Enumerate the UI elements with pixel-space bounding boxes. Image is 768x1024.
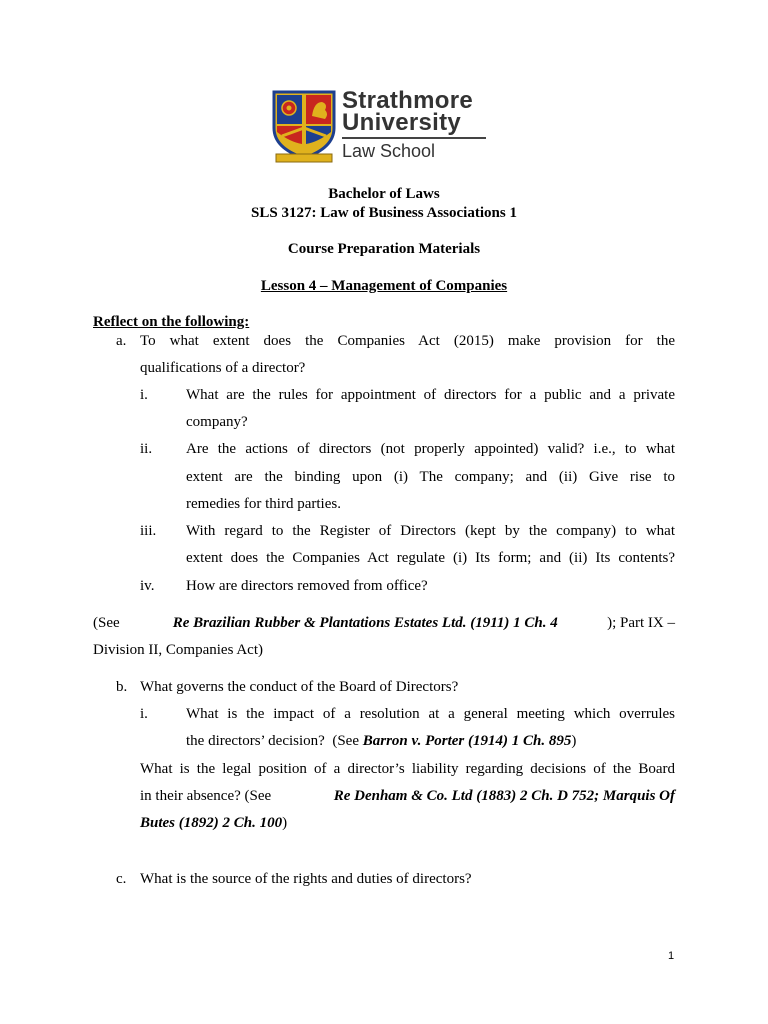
item-b-para-line3 <box>140 814 287 832</box>
item-a-iv-marker: iv. <box>140 578 155 594</box>
item-a-iii-line1: With regard to the Register of Directors (kept by the company) to what <box>186 523 675 539</box>
reference-1-line2: Division II, Companies Act) <box>93 642 263 658</box>
item-a-iii-marker: iii. <box>140 523 157 539</box>
item-a-ii-line3: remedies for third parties. <box>186 496 341 512</box>
logo-title-line1: Strathmore <box>342 87 474 114</box>
item-a-i-line2: company? <box>186 414 248 430</box>
item-a-ii-marker: ii. <box>140 441 153 457</box>
item-a-ii-line2: extent are the binding upon (i) The company; and (ii) Give rise to <box>186 469 675 485</box>
item-a-iv-line1: How are directors removed from office? <box>186 578 428 594</box>
reflect-heading: Reflect on the following: <box>93 314 250 330</box>
item-b-para-line1: What is the legal position of a director’s liability regarding decisions of the Board <box>140 761 675 777</box>
item-a-ii-line1: Are the actions of directors (not properly appointed) valid? i.e., to what <box>186 441 675 457</box>
item-b-i-line2-text: the directors’ decision? (See <box>186 733 363 749</box>
item-b-para-close: ) <box>282 815 288 831</box>
item-a-i-marker: i. <box>140 387 148 403</box>
page-number: 1 <box>668 950 675 962</box>
item-c-marker: c. <box>116 871 127 887</box>
course-title: SLS 3127: Law of Business Associations 1 <box>251 205 517 221</box>
item-a-i-line1: What are the rules for appointment of directors for a public and a private <box>186 387 675 403</box>
materials-title: Course Preparation Materials <box>287 241 481 257</box>
reference-1-case: Re Brazilian Rubber & Plantations Estates Ltd. (1911) 1 Ch. 4 <box>172 615 558 631</box>
reference-1-close: ); Part IX – <box>607 615 675 631</box>
logo-divider <box>342 137 486 139</box>
reference-1-line1 <box>93 614 675 632</box>
item-b-text: What governs the conduct of the Board of Directors? <box>140 679 459 695</box>
lesson-title: Lesson 4 – Management of Companies <box>260 278 508 294</box>
reference-1-open: (See <box>93 615 124 631</box>
item-b-para-line2 <box>140 787 675 805</box>
item-b-i-line1: What is the impact of a resolution at a general meeting which overrules <box>186 706 675 722</box>
degree-title: Bachelor of Laws <box>328 186 440 202</box>
item-b-i-close: ) <box>571 733 577 749</box>
item-b-i-marker: i. <box>140 706 148 722</box>
logo-subtitle: Law School <box>342 141 436 161</box>
item-b-para-case-cont: Butes (1892) 2 Ch. 100 <box>140 815 283 831</box>
item-b-i-case: Barron v. Porter (1914) 1 Ch. 895 <box>362 733 572 749</box>
item-b-i-line2 <box>186 732 576 750</box>
crest-icon <box>270 88 338 164</box>
item-a-marker: a. <box>116 333 127 349</box>
item-c-text: What is the source of the rights and duties of directors? <box>140 871 472 887</box>
item-a-line1: To what extent does the Companies Act (2015) make provision for the <box>140 333 675 349</box>
university-logo <box>270 88 490 164</box>
item-b-marker: b. <box>116 679 128 695</box>
logo-title-line2: University <box>342 109 462 136</box>
item-a-line2: qualifications of a director? <box>140 360 306 376</box>
item-b-para-line2-text: in their absence? (See <box>140 788 275 804</box>
item-a-iii-line2: extent does the Companies Act regulate (i) Its form; and (ii) Its contents? <box>186 550 675 566</box>
item-b-para-case: Re Denham & Co. Ltd (1883) 2 Ch. D 752; Marquis Of <box>333 788 675 804</box>
